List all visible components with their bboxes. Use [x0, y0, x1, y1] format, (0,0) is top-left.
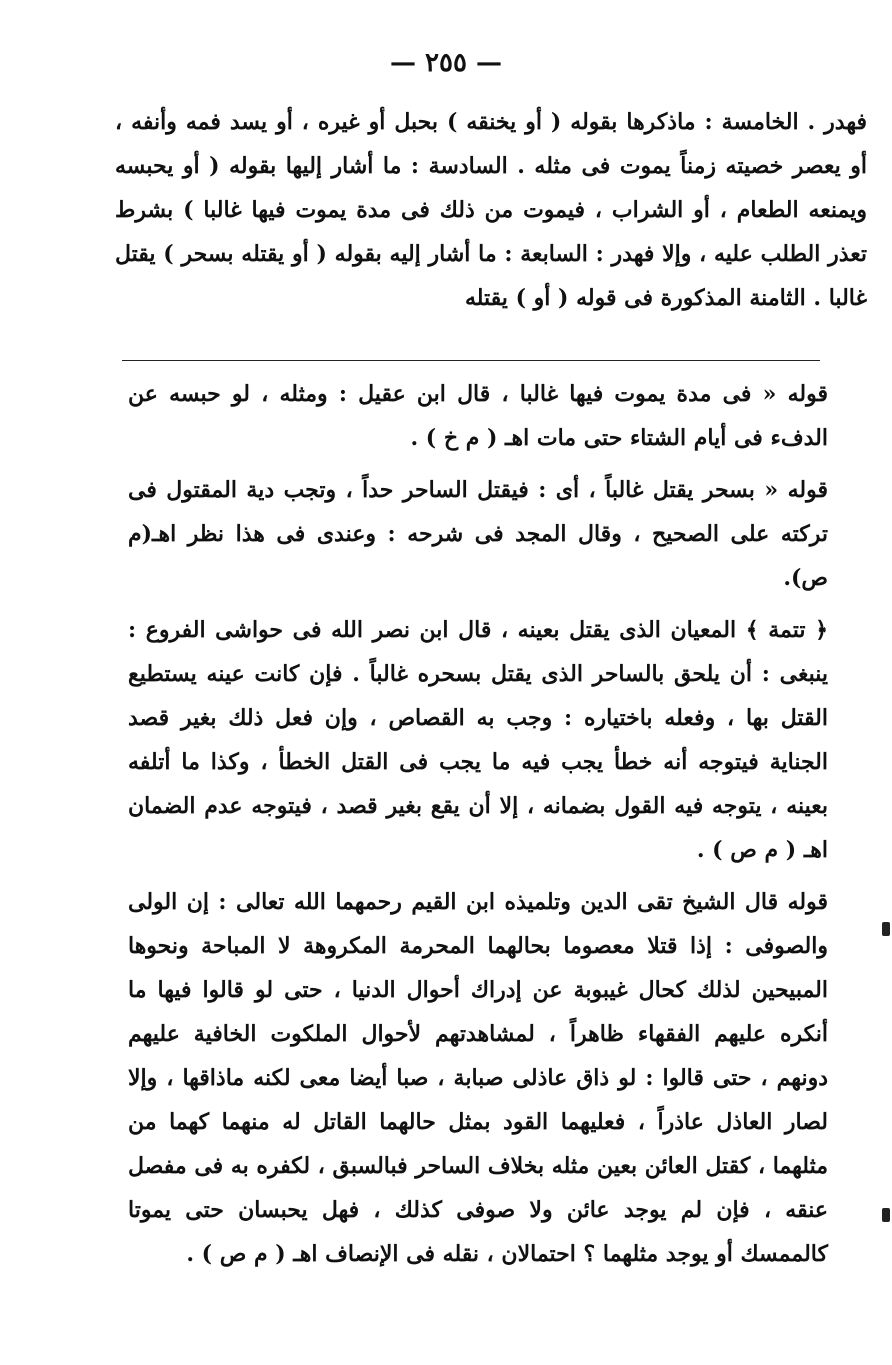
scan-edge-mark	[882, 1208, 890, 1222]
footnote-head: ﴿ تتمة ﴾	[745, 617, 828, 643]
footnote-text: « فى مدة يموت فيها غالبا ، قال ابن عقيل : ومثله ، لو حبسه عن الدفء فى أيام الشتاء حتى مات اهـ ( م خ ) .	[128, 381, 828, 451]
footnote-text: المعيان الذى يقتل بعينه ، قال ابن نصر الله فى حواشى الفروع : ينبغى : أن يلحق بالساحر الذى يقتل بسحره غالباً . فإن كانت عينه يستطيع القتل بها ، وفعله باختياره : وجب به القصاص ، وإن فعل ذلك بغير قصد الجناية فيتوجه أنه خطأ يجب فيه ما يجب فى القتل الخطأ ، وكذا ما أتلفه بعينه ، يتوجه فيه القول بضمانه ، إلا أن يقع بغير قصد ، فيتوجه عدم الضمان اهـ ( م ص ) .	[128, 617, 828, 863]
footnote-text: « بسحر يقتل غالباً ، أى : فيقتل الساحر حداً ، وتجب دية المقتول فى تركته على الصحيح ، وقال المجد فى شرحه : وعندى فى هذا نظر اهـ(م ص).	[128, 477, 828, 591]
scan-edge-mark	[882, 922, 890, 936]
footnote-2	[128, 468, 828, 600]
footnote-3	[128, 608, 828, 872]
page-number: — ٢٥٥ —	[389, 48, 503, 78]
main-paragraph: فهدر . الخامسة : ماذكرها بقوله ( أو يخنقه ) بحبل أو غيره ، أو يسد فمه وأنفه ، أو يعصر خصيته زمناً يموت فى مثله . السادسة : ما أشار إليها بقوله ( أو يحبسه ويمنعه الطعام ، أو الشراب ، فيموت من ذلك فى مدة يموت فيها غالبا ) بشرط تعذر الطلب عليه ، وإلا فهدر : السابعة : ما أشار إليه بقوله ( أو يقتله بسحر ) يقتل غالبا . الثامنة المذكورة فى قوله ( أو ) يقتله	[115, 109, 867, 311]
footnote-head: قوله	[787, 381, 828, 407]
main-text-body	[115, 100, 867, 320]
footnotes-section	[128, 372, 828, 1284]
footnote-head: قوله	[787, 889, 828, 915]
footnote-text: قال الشيخ تقى الدين وتلميذه ابن القيم رحمهما الله تعالى : إن الولى والصوفى : إذا قتلا معصوما بحالهما المحرمة المكروهة لا المباحة ونحوها المبيحين لذلك كحال غيبوبة عن إدراك أحوال الدنيا ، حتى لو قالوا فيها ما أنكره عليهم الفقهاء ظاهراً ، لمشاهدتهم لأحوال الملكوت الخافية عليهم دونهم ، حتى قالوا : لو ذاق عاذلى صبابة ، صبا أيضا معى لكنه ماذاقها ، وإلا لصار العاذل عاذراً ، فعليهما القود بمثل حالهما القاتل له منهما كهما من مثلهما ، كقتل العائن بعين مثله بخلاف الساحر فبالسبق ، لكفره به فى مفصل عنقه ، فإن لم يوجد عائن ولا صوفى كذلك ، فهل يحبسان حتى يموتا كالممسك أو يوجد مثلهما ؟ احتمالان ، نقله فى الإنصاف اهـ ( م ص ) .	[128, 889, 828, 1267]
footnote-head: قوله	[787, 477, 828, 503]
footnote-1	[128, 372, 828, 460]
footnote-separator	[122, 360, 820, 361]
footnote-4	[128, 880, 828, 1276]
